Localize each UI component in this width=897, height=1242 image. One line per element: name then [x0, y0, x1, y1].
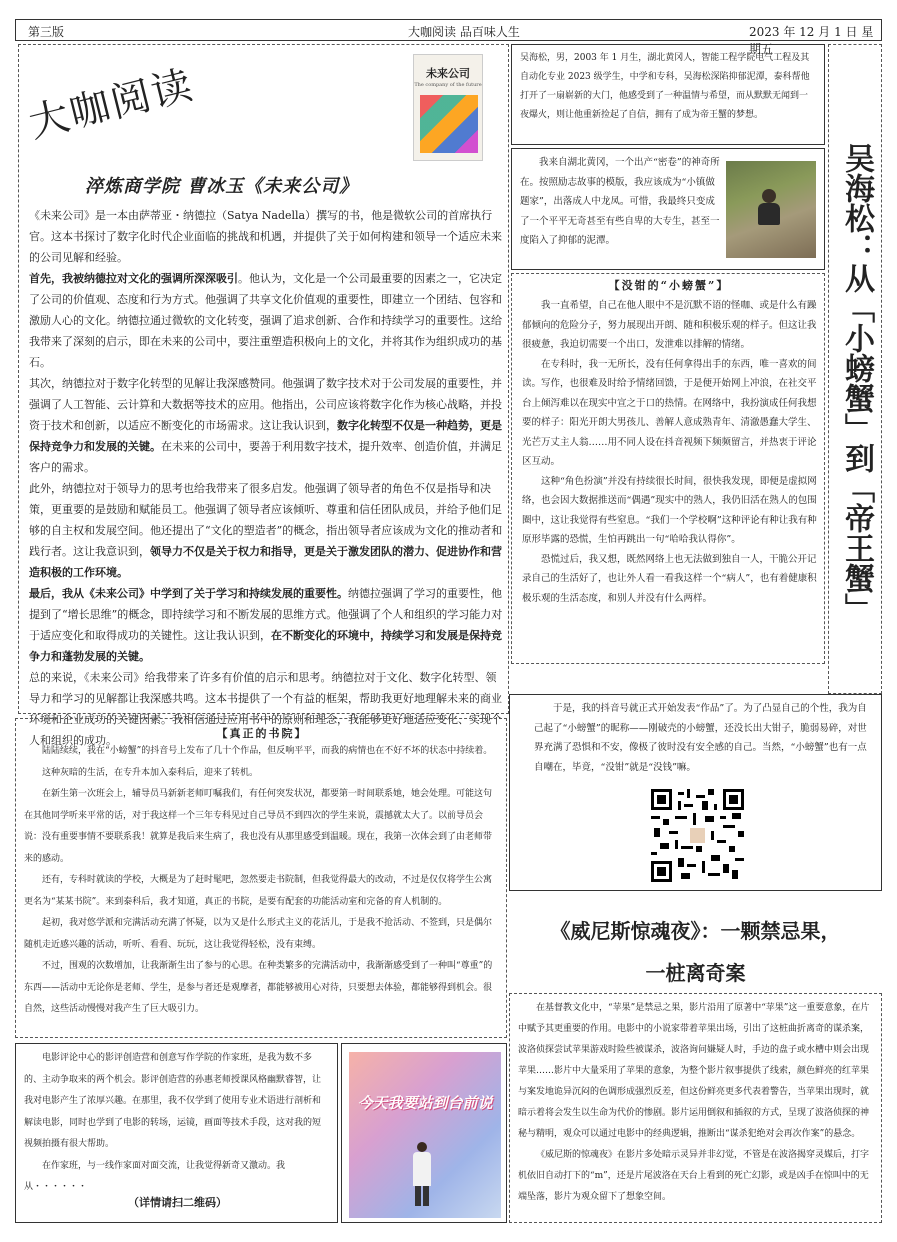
review-p3-text-b: 在未来的公司中，要善于利用数字技术，提升效率、创造价值，并满足客户的需求。 [29, 440, 502, 474]
academy-section-title: 【真正的书院】 [216, 727, 308, 740]
account-box [509, 694, 882, 891]
title-colon: ： [839, 233, 874, 263]
review-p2-text: 。他认为，文化是一个公司最重要的因素之一，它决定了公司的价值观、态度和行为方式。他强调了共享文化价值观的重要性，即建立一个团结、包容和激励人心的文化。纳德拉通过微软的文化转变，强调了追求创新、合作和持续学习的重要性。这给我带来了深刻的启示，即在未来的公司中，要注重塑造积极向上的文化，并将其作为组织成功的基石。 [29, 272, 502, 369]
review-paragraph-5 [29, 583, 503, 667]
review-paragraph-2 [29, 268, 503, 373]
review-paragraph-1: 《未来公司》是一本由萨蒂亚・纳德拉（Satya Nadella）撰写的书，他是微软公司的首席执行官。这本书探讨了数字化时代企业面临的挑战和机遇，并提供了关于如何构建和领导一个适应未来的公司见解和经验。 [29, 209, 502, 264]
academy-paragraph-2: 这种灰暗的生活，在专升本加入泰科后，迎来了转机。 [42, 767, 259, 778]
venice-title-line-2: 一桩离奇案 [645, 961, 746, 985]
review-body [29, 205, 503, 751]
academy-section-panel [15, 718, 507, 1038]
studio-paragraph-2: 在作家班，与一线作家面对面交流，让我觉得新奇又激动。我从・・・・・・ [24, 1160, 286, 1192]
review-paragraph-3 [29, 373, 503, 478]
review-p5-text: 纳德拉强调了学习的重要性，他提到了“增长思维”的概念，即持续学习和不断发展的思维方式。他强调了个人和组织的学习能力对于适应变化和取得成功的关键性。这让我认识到， [29, 587, 503, 642]
profile-story-text: 我来自湖北黄冈，一个出产“密卷”的神奇所在。按照励志故事的模版，我应该成为“小镇做题家”，出落成人中龙凤。可惜，我最终只变成了一个平平无奇甚至有些自卑的大专生，甚至一度陷入了抑郁的泥潭。 [520, 157, 720, 246]
stage-photo-frame [341, 1043, 507, 1223]
review-p4-bold: 领导力不仅是关于权力和指导，更是关于激发团队的潜力、促进协作和营造积极的工作环境。 [29, 545, 502, 579]
title-king-crab: 「帝王蟹」 [839, 473, 874, 623]
academy-paragraph-1: 陆陆续续，我在“小螃蟹”的抖音号上发布了几十个作品，但反响平平，而我的病情也在不好不坏的状态中持续着。 [42, 746, 493, 756]
title-from: 从 [839, 263, 874, 293]
review-p3-bold: 数字化转型不仅是一种趋势，更是保持竞争力和发展的关键。 [29, 419, 502, 453]
scan-qr-prompt: （详情请扫二维码） [128, 1196, 227, 1209]
crab-section-panel [511, 273, 825, 664]
crab-paragraph-1: 我一直希望，自己在他人眼中不是沉默不语的怪咖、或是什么有躁郁倾向的危险分子，努力展现出开朗、随和积极乐观的样子。但这让我很疲惫，我迫切需要一个出口，发泄难以排解的情绪。 [522, 300, 817, 350]
venice-body-box [509, 993, 882, 1223]
book-cover-title: 未来公司 [426, 67, 470, 80]
venice-title-line-1: 《威尼斯惊魂夜》：一颗禁忌果， [550, 919, 841, 943]
book-cover-subtitle: The company of the future [414, 82, 482, 88]
title-crab: 「小螃蟹」 [839, 293, 874, 443]
review-p2-bold: 首先，我被纳德拉对文化的强调所深深吸引 [29, 272, 238, 285]
academy-paragraph-3: 在新生第一次班会上，辅导员马新新老师叮嘱我们，有任何突发状况，都要第一时间联系她，她会处理。可能这句在其他同学听来平常的话，对于我这样一个三年专科见过自己导员不到四次的学生来说，震撼就太大了。以前导员会说：没有重要事情不要联系我！就算是我后来生病了，我也没有从那里感受到温暖。现在，我第一次体会到了由老师带来的感动。 [24, 789, 493, 864]
crab-paragraph-3: 这种“角色扮演”并没有持续很长时间，很快我发现，即便是虚拟网络，也会因大数据推送而“偶遇”现实中的熟人，我仍旧活在熟人的包围圈中，这让我觉得有些窒息。“我们一个学校啊”这种评论有种让我有种原形毕露的恐慌，生怕再跳出一句“哈哈我认得你”。 [522, 475, 817, 545]
profile-intro-box [511, 44, 825, 145]
header-slogan: 大咖阅读 品百味人生 [408, 25, 520, 39]
profile-intro-text: 吴海松，男，2003 年 1 月生，湖北黄冈人，智能工程学院电气工程及其自动化专业 2023 级学生，中学和专科，吴海松深陷抑郁泥潭，泰科帮他打开了一扇崭新的大门，他感受到了一种温情与希望，而从默默无闻到一夜爆火，则让他重新捡起了自信，拥有了成为帝王蟹的梦想。 [520, 53, 810, 120]
academy-paragraph-5: 起初，我对悠学派和完满活动充满了怀疑，以为又是什么形式主义的花活儿，于是我不抢活动、不签到，只是偶尔随机走近感兴趣的活动，听听、看看、玩玩，这让我觉得轻松，没有束缚。 [24, 918, 493, 950]
review-p5-bold: 最后，我从《未来公司》中学到了关于学习和持续发展的重要性。 [29, 587, 348, 600]
review-paragraph-4 [29, 478, 503, 583]
stage-photo [349, 1052, 501, 1218]
header-date: 2023 年 12 月 1 日 星期五 [749, 25, 874, 56]
profile-story-box [511, 148, 825, 270]
studio-box [15, 1043, 338, 1223]
masthead-title: 大咖阅读 [24, 61, 199, 148]
studio-paragraph-1: 电影评论中心的影评创造营和创意写作学院的作家班，是我为数不多的、主动争取来的两个机会。影评创造营的孙惠老师授课风格幽默睿智，让我对电影产生了浓厚兴趣。在那里，我不仅学到了使用专业术语进行剖析和解读电影，同时也学到了电影的转场，运镜，画面等技术手段，这对我的短视频拍摄有很大帮助。 [24, 1053, 322, 1149]
venice-paragraph-1: 在基督教文化中，“苹果”是禁忌之果，影片沿用了原著中“苹果”这一重要意象，在片中赋予其更重要的作用。电影中的小说家带着苹果出场，引出了这桩曲折离奇的谋杀案，波洛侦探尝试苹果游戏时险些被谋杀，波洛询问嫌疑人时，手边的盘子或水槽中则会出现苹果……影片中大量采用了苹果的意象，为整个影片叙事提供了线索，颜色鲜亮的红苹果与案发地诡异沉闷的色调形成强烈反差，但这份鲜亮更多代表着警告，当苹果出现时，就暗示着将会发生以生命为代价的惨剧。影片运用倒叙和插叙的方式，呈现了波洛侦探的神秘与精明，观众可以通过电影中的经典逻辑，推断出“谋杀犯绝对会再次作案”的悬念。 [518, 1003, 870, 1139]
review-headline: 淬炼商学院 曹冰玉《未来公司》 [85, 176, 359, 197]
book-cover-image [413, 54, 483, 161]
crab-paragraph-2: 在专科时，我一无所长，没有任何拿得出手的东西，唯一喜欢的间读。写作，也很难及时给予情绪回馈，于是便开始网上冲浪，在社交平台上倾泻难以在现实中宣之于口的热情。在网络中，我扮演成任何我想要的样子：阳光开朗大男孩儿、善解人意成熟青年、清澈愚蠢大学生、光芒万丈主人翁……用不同人设在抖音视频下频频留言，并热衷于评论区互动。 [522, 358, 817, 467]
title-to: 到 [839, 443, 874, 473]
stage-banner-text: 今天我要站到台前说 [357, 1094, 493, 1112]
venice-section [509, 891, 882, 1223]
account-text: 于是，我的抖音号就正式开始发表“作品”了。为了凸显自己的个性，我为自己起了“小螃蟹”的昵称——刚破壳的小螃蟹，还没长出大钳子，脆弱易碎，对世界充满了恐惧和不安，像极了彼时没有安全感的自己。当然，“小螃蟹”也有一点自嘲在，毕竟，“没钳”就是“没钱”嘛。 [534, 703, 867, 773]
venice-paragraph-2: 《威尼斯的惊魂夜》在影片多处暗示灵异并非幻觉，不管是在波洛揭穿灵媒后，打字机依旧自动打下的“m”，还是片尾波洛在天台上看到的死亡幻影，或是凶手在惊叫中的无端坠落，影片为观众留下了想象空间。 [518, 1150, 870, 1202]
title-name: 吴海松 [839, 143, 874, 233]
vertical-title [839, 143, 873, 623]
page-number: 第三版 [28, 25, 65, 39]
page-header [15, 19, 882, 56]
qr-code[interactable] [651, 789, 744, 882]
academy-paragraph-6: 不过，围观的次数增加，让我渐渐生出了参与的心思。在种类繁多的完满活动中，我渐渐感受到了一种叫“尊重”的东西——活动中无论你是老师、学生，是参与者还是观摩者，都能够被用心对待，只要想去体验，都能够得到机会。很自然，这些活动慢慢对我产生了巨大吸引力。 [24, 961, 493, 1014]
vertical-title-panel [828, 44, 882, 694]
portrait-photo [726, 161, 816, 258]
review-p5-bold-b: 在不断变化的环境中，持续学习和发展是保持竞争力和蓬勃发展的关键。 [29, 629, 502, 663]
review-p3-text: 其次，纳德拉对于数字化转型的见解让我深感赞同。他强调了数字技术对于公司发展的重要性，并强调了人工智能、云计算和大数据等技术的应用。他指出，公司应该将数字化作为核心战略，并投资于技术和创新，以适应不断变化的市场需求。这让我认识到， [29, 377, 502, 432]
review-p4-text: 此外，纳德拉对于领导力的思考也给我带来了很多启发。他强调了领导者的角色不仅是指导和决策，更重要的是鼓励和赋能员工。他强调了领导者应该倾听、尊重和信任团队成员，并给予他们足够的自主权和发展空间。他还提出了“文化的塑造者”的概念，指出领导者应该成为文化的推动者和践行者。这让我意识到， [29, 482, 503, 558]
review-paragraph-6: 总的来说，《未来公司》给我带来了许多有价值的启示和思考。纳德拉对于文化、数字化转型、领导力和学习的见解都让我深感共鸣。这本书提供了一个有益的框架，帮助我更好地理解未来的商业环境和企业成功的关键因素。我相信通过应用书中的原则和理念，我能够更好地适应变化、实现个人和组织的成功。 [29, 671, 502, 747]
academy-paragraph-4: 还有，专科时就读的学校，大概是为了赶时髦吧，忽然要走书院制，但我觉得最大的改动，不过是仅仅将学生公寓更名为“某某书院”。来到泰科后，我才知道，真正的书院，是要有配套的功能活动室和完备的育人机制的。 [24, 875, 493, 907]
crab-section-title: 【没钳的“小螃蟹”】 [608, 279, 730, 292]
crab-paragraph-4: 恐慌过后，我又想，既然网络上也无法做到独自一人，干脆公开记录自己的生活好了，也让外人看一看我这样一个“病人”，也有着健康积极乐观的生活态度，和别人并没有什么两样。 [522, 553, 817, 604]
